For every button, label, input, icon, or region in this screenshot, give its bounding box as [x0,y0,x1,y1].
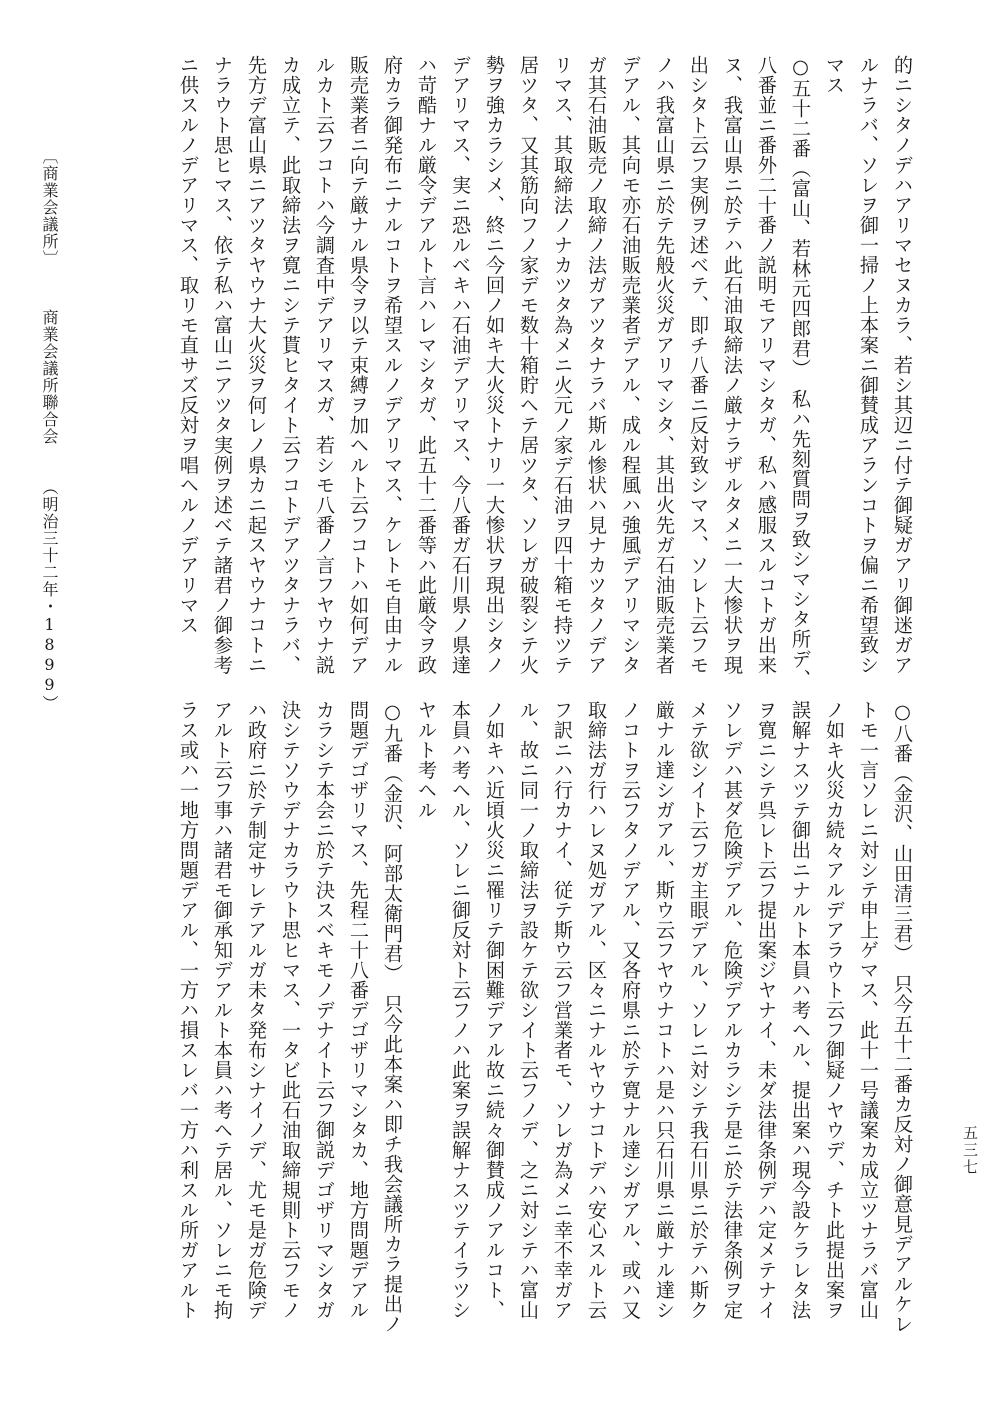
text-column: 出シタト云フ実例ヲ述ベテ、即チ八番ニ反対致シマス、ソレト云フモ [687,55,710,675]
text-column: 決シテソウデナカラウト思ヒマス、一タビ此石油取締規則ト云フモノ [279,700,302,1320]
text-column: トモ一言ソレニ対シテ申上ゲマス、此十一号議案カ成立ツナラバ富山 [857,700,880,1320]
text-column: ル、故ニ同一ノ取締法ヲ設ケテ欲シイト云フノデ、之ニ対シテハ富山 [517,700,540,1320]
text-column: ヌ、我富山県ニ於テハ此石油取締法ノ厳ナラザルタメニ一大惨状ヲ現 [721,55,744,675]
text-column: フ訳ニハ行カナイ、従テ斯ウ云フ営業者モ、ソレガ為メニ幸不幸ガア [551,700,574,1320]
text-column: 八番並ニ番外二十番ノ説明モアリマシタガ、私ハ感服スルコトガ出来 [755,55,778,675]
text-column: 厳ナル達シガアル、斯ウ云フヤウナコトハ是ハ只石川県ニ厳ナル達シ [653,700,676,1320]
text-column: 取締法ガ行ハレヌ処ガアル、区々ニナルヤウナコトデハ安心スルト云 [585,700,608,1320]
text-column: カラシテ本会ニ於テ決スベキモノデナイト云フ御説デゴザリマシタガ [313,700,336,1320]
text-column: デアル、其向モ亦石油販売業者デアル、成ル程風ハ強風デアリマシタ [619,55,642,675]
text-column: ノ如キハ近頃火災ニ罹リテ御困難デアル故ニ続々御賛成ノアルコト、 [483,700,506,1320]
text-column: ○八番（金沢、山田清三君） 只今五十二番カ反対ノ御意見デアルケレ [891,700,914,1335]
top-text-block [165,55,914,690]
text-column: ノコトヲ云フタノデアル、又各府県ニ於テ寛ナル達シガアル、或ハ又 [619,700,642,1320]
text-column: ヤルト考ヘル [415,700,438,820]
text-column: ノ如キ火災カ続々アルデアラウト云フ御疑ノヤウデ、チト此提出案ヲ [823,700,846,1320]
text-column: 勢ヲ強カラシメ、終ニ今回ノ如キ大火災トナリ一大惨状ヲ現出シタノ [483,55,506,675]
bottom-text-block [165,700,914,1335]
text-column: ハ政府ニ於テ制定サレテアルガ未タ発布シナイノデ、尤モ是ガ危険デ [245,700,268,1320]
text-column: アルト云フ事ハ諸君モ御承知デアルト本員ハ考ヘテ居ル、ソレニモ拘 [211,700,234,1320]
header-date: （明治三十二年・1899） [40,479,59,712]
text-column: 誤解ナスツテ御出ニナルト本員ハ考ヘル、提出案ハ現今設ケラレタ法 [789,700,812,1320]
text-column: ○五十二番（富山、若林元四郎君） 私ハ先刻質問ヲ致シマシタ所デ、 [789,55,812,690]
text-column: ソレデハ甚ダ危険デアル、危険デアルカラシテ是ニ於テ法律条例ヲ定 [721,700,744,1320]
text-column: ルカト云フコトハ今調査中デアリマスガ、若シモ八番ノ言フヤウナ説 [313,55,336,675]
text-column: リマス、其取締法ノナカツタ為メニ火元ノ家デ石油ヲ四十箱モ持ツテ [551,55,574,675]
text-column: ガ其石油販売ノ取締ノ法ガアツタナラバ斯ル惨状ハ見ナカツタノデア [585,55,608,675]
text-column: 先方デ富山県ニアツタヤウナ大火災ヲ何レノ県カニ起スヤウナコトニ [245,55,268,675]
text-column: デアリマス、実ニ恐ルベキハ石油デアリマス、今八番ガ石川県ノ県達 [449,55,472,675]
text-column: 居ツタ、又其筋向フノ家デモ数十箱貯ヘテ居ツタ、ソレガ破裂シテ火 [517,55,540,675]
text-column: マス [823,55,846,95]
text-column: カ成立テ、此取締法ヲ寛ニシテ貰ヒタイト云フコトデアツタナラバ、 [279,55,302,675]
page-number: 五三七 [961,1125,979,1176]
text-column: ルナラバ、ソレヲ御一掃ノ上本案ニ御賛成アランコトヲ偏ニ希望致シ [857,55,880,675]
text-column: 販売業者ニ向テ厳ナル県令ヲ以テ束縛ヲ加ヘルト云フコトハ如何デア [347,55,370,675]
running-header [38,148,61,712]
header-section: 〔商業会議所〕 [40,148,59,267]
text-column: ヲ寛ニシテ呉レト云フ提出案ジヤナイ、未ダ法律条例デハ定メテナイ [755,700,778,1320]
text-column: ラス或ハ一地方問題デアル、一方ハ損スレバ一方ハ利スル所ガアルト [177,700,200,1320]
text-column: 本員ハ考ヘル、ソレニ御反対ト云フノハ此案ヲ誤解ナスツテイラツシ [449,700,472,1320]
text-column: メテ欲シイト云フガ主眼デアル、ソレニ対シテ我石川県ニ於テハ斯ク [687,700,710,1320]
text-column: ハ苛酷ナル厳令デアルト言ハレマシタガ、此五十二番等ハ此厳令ヲ政 [415,55,438,675]
text-column: ナラウト思ヒマス、依テ私ハ富山ニアツタ実例ヲ述ベテ諸君ノ御参考 [211,55,234,675]
text-column: 府カラ御発布ニナルコトヲ希望スルノデアリマス、ケレトモ自由ナル [381,55,404,675]
text-column: 問題デゴザリマス、先程二十八番デゴザリマシタカ、地方問題デアル [347,700,370,1320]
text-column: ノハ我富山県ニ於テ先般火災ガアリマシタ、其出火先ガ石油販売業者 [653,55,676,675]
text-column: ニ供スルノデアリマス、取リモ直サズ反対ヲ唱ヘルノデアリマス [177,55,200,635]
header-title: 商業会議所聯合会 [40,309,59,445]
text-column: 的ニシタノデハアリマセヌカラ、若シ其辺ニ付テ御疑ガアリ御迷ガア [891,55,914,675]
text-column: ○九番（金沢、阿部太衛門君） 只今此本案ハ即チ我会議所カラ提出ノ [381,700,404,1335]
